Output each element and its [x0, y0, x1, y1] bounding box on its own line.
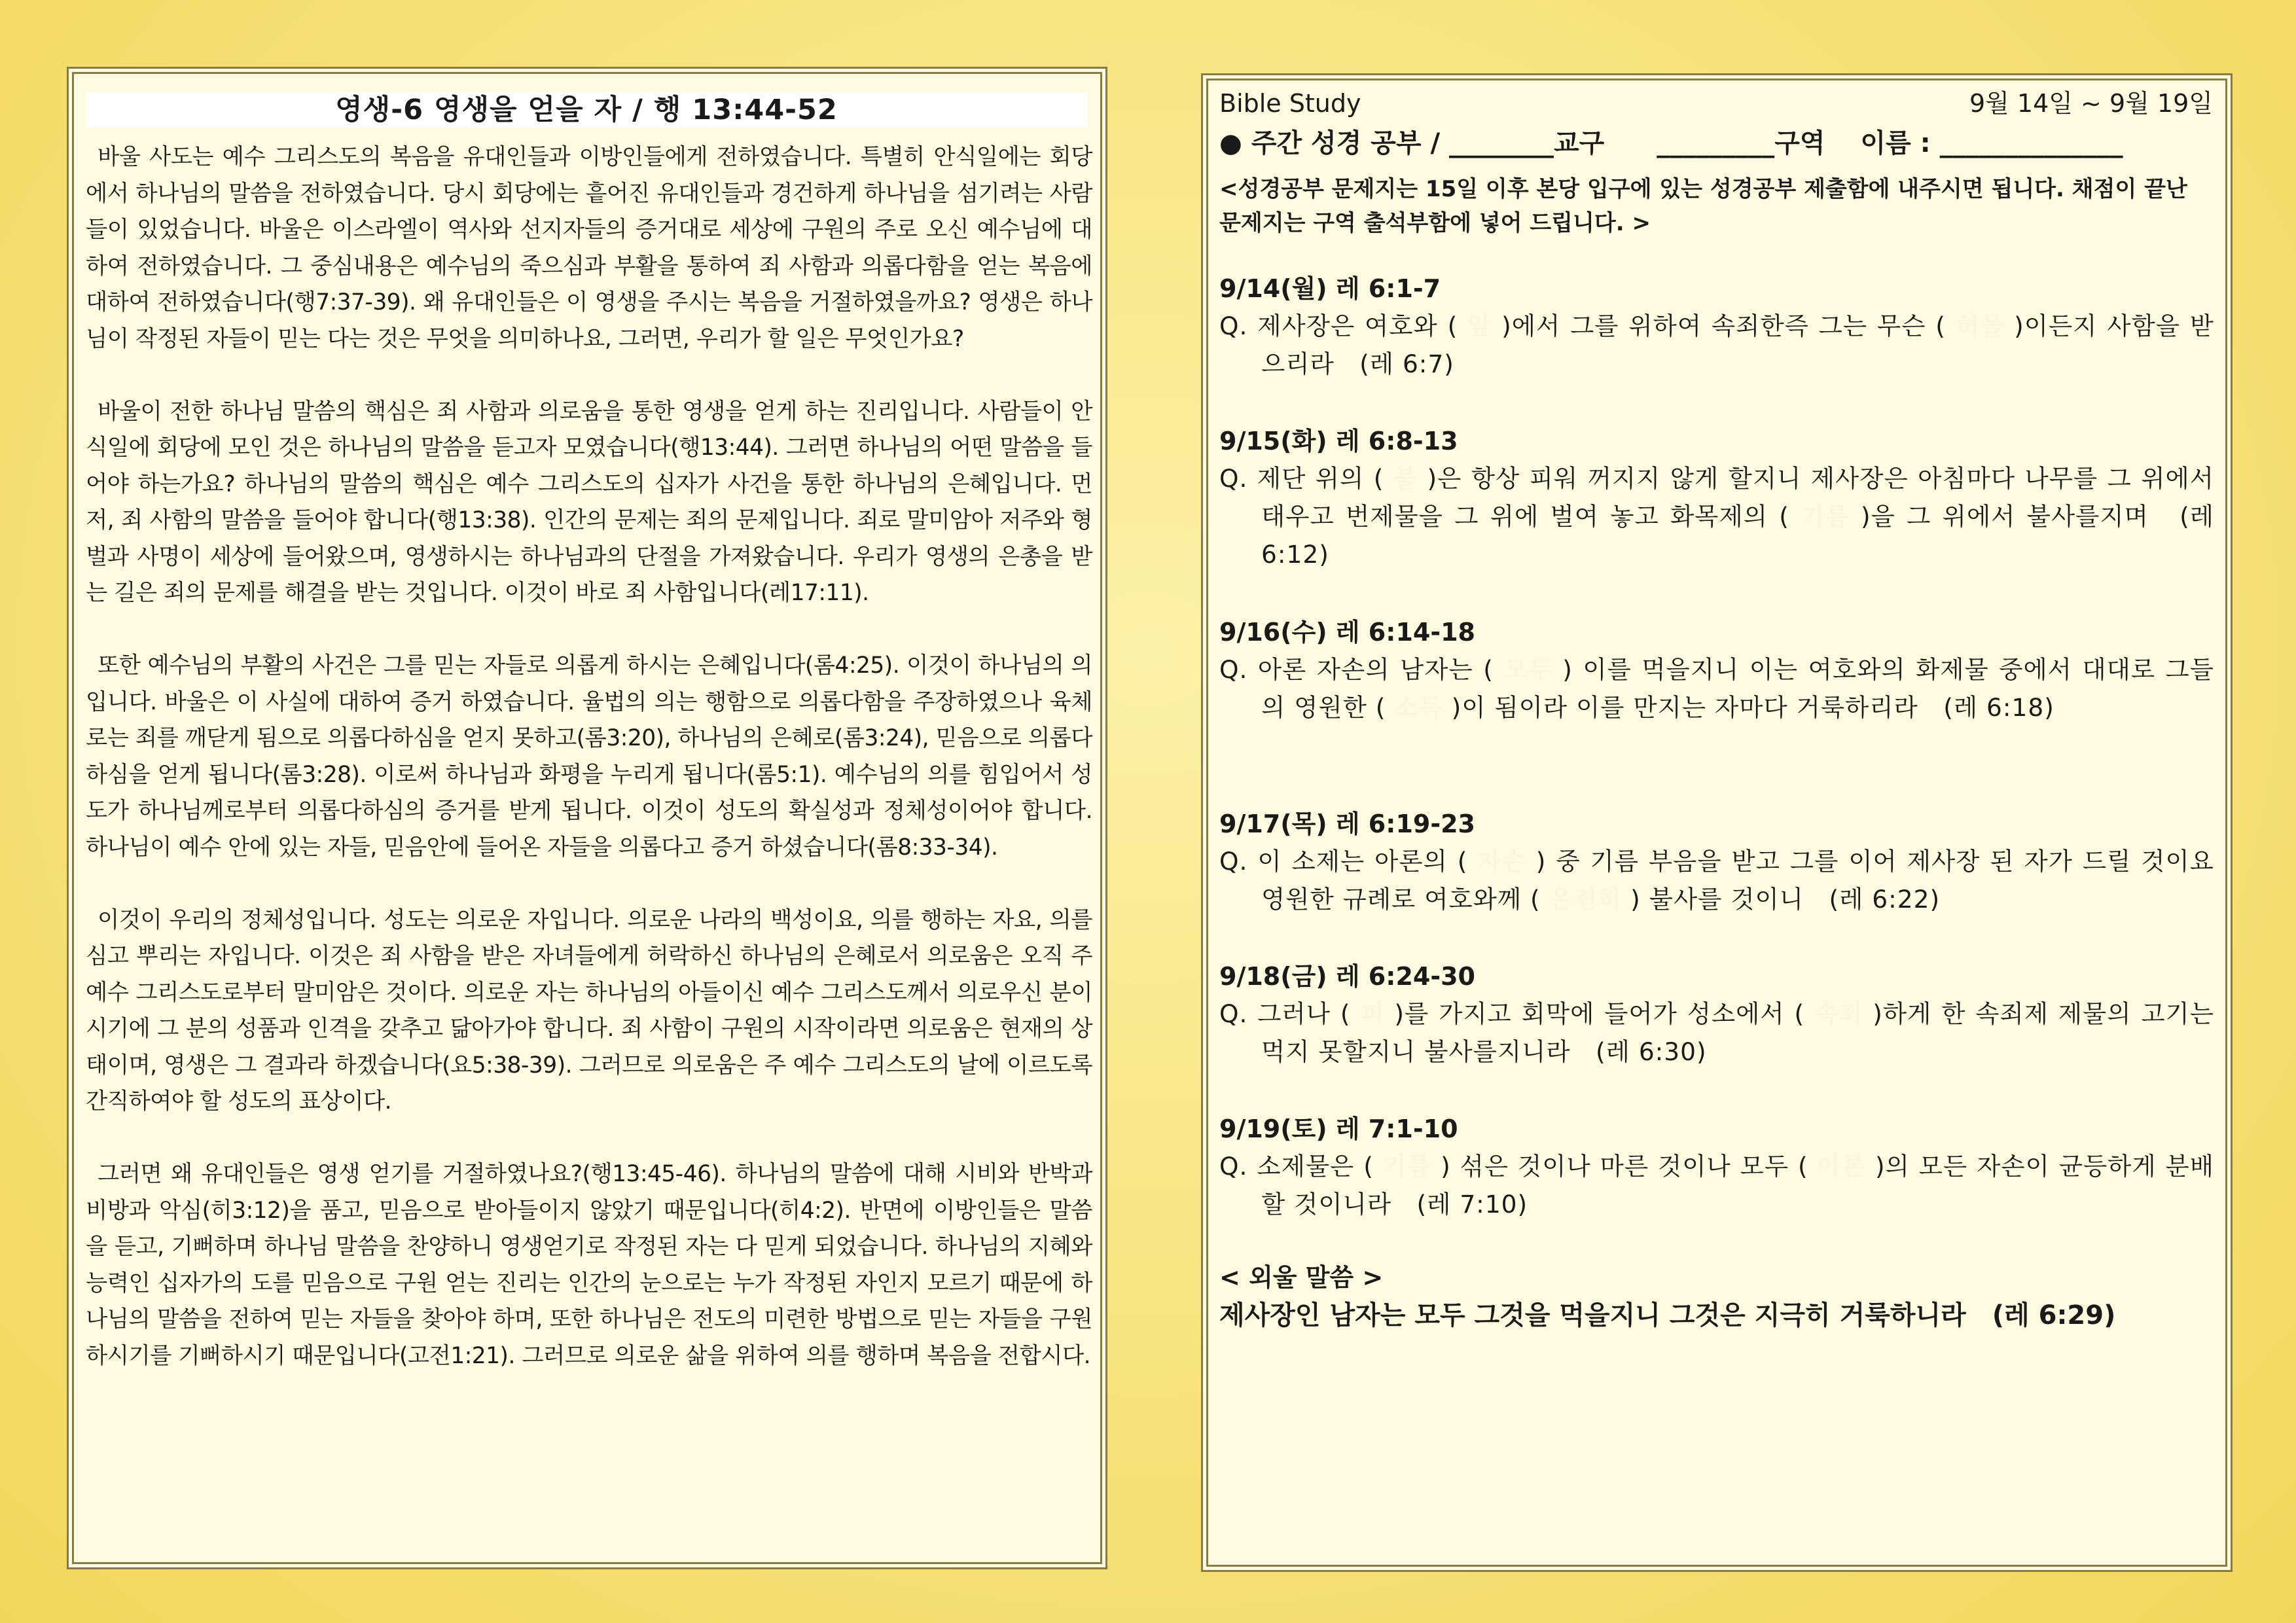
- question-text: )하게 한 속죄제 제물의 고기는 먹지 못할지니 불사를지니라 (레 6:30): [1261, 999, 2214, 1066]
- question-text: Q. 이 소제는 아론의 (: [1219, 847, 1478, 876]
- answer-blank: 모두: [1503, 655, 1552, 684]
- answer-blank: 기름: [1382, 1152, 1432, 1181]
- study-notice: <성경공부 문제지는 15일 이후 본당 입구에 있는 성경공부 제출함에 내주시면 됩니다. 채점이 끝난 문제지는 구역 출석부함에 넣어 드립니다. >: [1219, 176, 2187, 236]
- question-text: Q. 제단 위의 (: [1219, 464, 1393, 493]
- sermon-paragraph: 그러면 왜 유대인들은 영생 얻기를 거절하였나요?(행13:45-46). 하나님의 말씀에 대해 시비와 반박과 비방과 악심(히3:12)을 품고, 믿음으로 받아들이지 않았기 때문입니다(히4:2). 반면에 이방인들은 말씀을 듣고, 기뻐하며 하나님 말씀을 찬양하니 영생얻기로 작정된 자는 다 믿게 되었습니다. 하나님의 지혜와 능력인 십자가의 도를 믿음으로 구원 얻는 진리는 인간의 눈으로는 누가 작정된 자인지 모르기 때문에 하나님의 말씀을 전하여 믿는 자들을 찾아야 하며, 또한 하나님은 전도의 미련한 방법으로 믿는 자들을 구원하시기를 기뻐하시기 때문입니다(고전1:21). 그러므로 의로운 삶을 위하여 의를 행하며 복음을 전합시다.: [86, 1161, 1093, 1369]
- question-text: )을 그 위에서 불사를지며 (레 6:12): [1261, 502, 2214, 569]
- answer-blank: 피: [1360, 999, 1385, 1028]
- study-day-3: [1219, 614, 2214, 726]
- question-text: )이든지 사함을 받으리라 (레 6:7): [1261, 312, 2215, 378]
- sermon-paragraph: 이것이 우리의 정체성입니다. 성도는 의로운 자입니다. 의로운 나라의 백성이요, 의를 행하는 자요, 의를 심고 뿌리는 자입니다. 이것은 죄 사함을 받은 자녀들에게 허락하신 하나님의 은혜로서 의로움은 오직 주 예수 그리스도로부터 말미암은 것이다. 의로운 자는 하나님의 아들이신 예수 그리스도께서 의로우신 분이시기에 그 분의 성품과 인격을 갖추고 닮아가야 합니다. 죄 사함이 구원의 시작이라면 의로움은 현재의 상태이며, 영생은 그 결과라 하겠습니다(요5:38-39). 그러므로 의로움은 주 예수 그리스도의 날에 이르도록 간직하여야 할 성도의 표상이다.: [86, 906, 1092, 1115]
- question-text: ) 중 기름 부음을 받고 그를 이어 제사장 된 자가 드릴 것이요 영원한 규례로 여호와께 (: [1261, 847, 2214, 914]
- study-dates: 9월 14일 ~ 9월 19일: [1969, 89, 2213, 118]
- question-text: ) 섞은 것이나 마른 것이나 모두 (: [1431, 1152, 1818, 1181]
- sermon-panel: [72, 72, 1102, 1564]
- day-reference: 9/19(토) 레 7:1-10: [1219, 1115, 1458, 1143]
- day-question: [1219, 459, 2214, 573]
- question-text: Q. 아론 자손의 남자는 (: [1219, 655, 1504, 684]
- study-header: [1219, 84, 2213, 123]
- study-day-6: [1219, 1111, 2214, 1223]
- question-text: Q. 그러나 (: [1219, 999, 1361, 1028]
- question-text: )이 됨이라 이를 만지는 자마다 거룩하리라 (레 6:18): [1443, 693, 2054, 722]
- day-reference: 9/16(수) 레 6:14-18: [1219, 618, 1475, 647]
- answer-blank: 허물: [1955, 312, 2005, 340]
- day-question: [1219, 651, 2214, 726]
- answer-blank: 앞: [1467, 312, 1492, 340]
- question-text: )에서 그를 위하여 속죄한즉 그는 무슨 (: [1492, 312, 1956, 340]
- memory-verse-heading: < 외울 말씀 >: [1219, 1263, 1384, 1292]
- day-reference: 9/18(금) 레 6:24-30: [1219, 962, 1475, 991]
- sermon-body: [86, 139, 1092, 1411]
- sermon-paragraph: 바울이 전한 하나님 말씀의 핵심은 죄 사함과 의로움을 통한 영생을 얻게 하는 진리입니다. 사람들이 안식일에 회당에 모인 것은 하나님의 말씀을 듣고자 모였습니다(행13:44). 그러면 하나님의 어떤 말씀을 들어야 하는가요? 하나님의 말씀의 핵심은 예수 그리스도의 십자가 사건을 통한 하나님의 은혜입니다. 먼저, 죄 사함의 말씀을 들어야 합니다(행13:38). 인간의 문제는 죄의 문제입니다. 죄로 말미암아 저주와 형벌과 사명이 세상에 들어왔으며, 영생하시는 하나님과의 단절을 가져왔습니다. 우리가 영생의 은총을 받는 길은 죄의 문제를 해결을 받는 것입니다. 이것이 바로 죄 사함입니다(레17:11).: [86, 398, 1092, 606]
- question-text: ) 이를 먹을지니 이는 여호와의 화제물 중에서 대대로 그들의 영원한 (: [1261, 655, 2214, 722]
- day-question: [1219, 995, 2214, 1071]
- question-text: )의 모든 자손이 균등하게 분배할 것이니라 (레 7:10): [1261, 1152, 2214, 1219]
- answer-blank: 아론: [1817, 1152, 1867, 1181]
- question-text: ) 불사를 것이니 (레 6:22): [1622, 885, 1941, 914]
- sermon-paragraph: 또한 예수님의 부활의 사건은 그를 믿는 자들로 의롭게 하시는 은혜입니다(롬4:25). 이것이 하나님의 의입니다. 바울은 이 사실에 대하여 증거 하였습니다. 율법의 의는 행함으로 의롭다함을 주장하였으나 육체로는 죄를 깨닫게 됨으로 의롭다하심을 얻지 못하고(롬3:20), 하나님의 은혜로(롬3:24), 믿음으로 의롭다하심을 얻게 됩니다(롬3:28). 이로써 하나님과 화평을 누리게 됩니다(롬5:1). 예수님의 의를 힘입어서 성도가 하나님께로부터 의롭다하심의 증거를 받게 됩니다. 이것이 성도의 확실성과 정체성이어야 합니다. 하나님이 예수 안에 있는 자들, 믿음안에 들어온 자들을 의롭다고 증거 하셨습니다(롬8:33-34).: [86, 652, 1092, 861]
- study-heading: ● 주간 성경 공부 / ________교구 _________구역 이름 : ______________: [1219, 128, 2123, 158]
- day-question: [1219, 842, 2214, 918]
- study-day-4: [1219, 806, 2214, 918]
- day-reference: 9/14(월) 레 6:1-7: [1219, 274, 1441, 303]
- study-day-1: [1219, 270, 2214, 383]
- answer-blank: 자손: [1477, 847, 1526, 876]
- question-text: )를 가지고 회막에 들어가 성소에서 (: [1384, 999, 1814, 1028]
- memory-verse: 제사장인 남자는 모두 그것을 먹을지니 그것은 지극히 거룩하니라 (레 6:29): [1219, 1300, 2116, 1330]
- study-label: Bible Study: [1219, 89, 1361, 118]
- day-reference: 9/17(목) 레 6:19-23: [1219, 810, 1475, 838]
- question-text: Q. 제사장은 여호와 (: [1219, 312, 1468, 340]
- answer-blank: 기름: [1801, 502, 1850, 531]
- study-day-5: [1219, 958, 2214, 1071]
- answer-blank: 온전히: [1549, 885, 1623, 914]
- question-text: )은 항상 피워 꺼지지 않게 할지니 제사장은 아침마다 나무를 그 위에서 태우고 번제물을 그 위에 벌여 놓고 화목제의 (: [1261, 464, 2214, 531]
- question-text: Q. 소제물은 (: [1219, 1152, 1383, 1181]
- answer-blank: 속죄: [1814, 999, 1863, 1028]
- day-question: [1219, 307, 2214, 383]
- day-reference: 9/15(화) 레 6:8-13: [1219, 427, 1458, 455]
- study-day-2: [1219, 423, 2214, 573]
- answer-blank: 소득: [1394, 693, 1443, 722]
- bible-study-panel: [1206, 79, 2227, 1567]
- sermon-title: 영생-6 영생을 얻을 자 / 행 13:44-52: [86, 92, 1087, 128]
- sermon-paragraph: 바울 사도는 예수 그리스도의 복음을 유대인들과 이방인들에게 전하였습니다. 특별히 안식일에는 회당에서 하나님의 말씀을 전하였습니다. 당시 회당에는 흩어진 유대인들과 경건하게 하나님을 섬기려는 사람들이 있었습니다. 바울은 이스라엘이 역사와 선지자들의 증거대로 세상에 구원의 주로 오신 예수님에 대하여 전하였습니다. 그 중심내용은 예수님의 죽으심과 부활을 통하여 죄 사함과 의롭다함을 얻는 복음에 대하여 전하였습니다(행7:37-39). 왜 유대인들은 이 영생을 주시는 복음을 거절하였을까요? 영생은 하나님이 작정된 자들이 믿는 다는 것은 무엇을 의미하나요, 그러면, 우리가 할 일은 무엇인가요?: [86, 144, 1092, 352]
- day-question: [1219, 1147, 2214, 1223]
- answer-blank: 불: [1393, 464, 1418, 493]
